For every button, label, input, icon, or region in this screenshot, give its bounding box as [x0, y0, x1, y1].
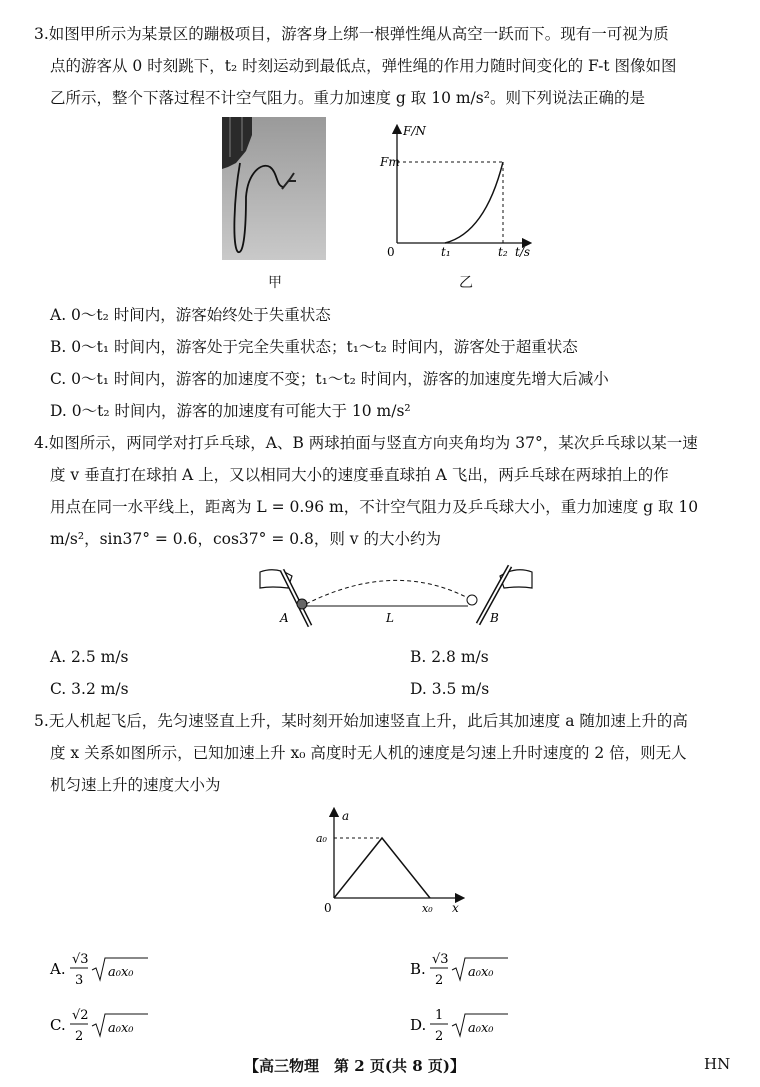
q4-option-b: B. 2.8 m/s — [410, 648, 489, 666]
q4-option-a: A. 2.5 m/s — [50, 648, 129, 666]
q4-option-d: D. 3.5 m/s — [410, 680, 490, 698]
graph-ylabel-a: a — [342, 809, 350, 823]
q3-option-d: D. 0～t₂ 时间内，游客的加速度有可能大于 10 m/s² — [50, 402, 411, 420]
svg-text:a₀x₀: a₀x₀ — [108, 965, 134, 980]
q4-stem-line-4: m/s²，sin37° = 0.6，cos37° = 0.8，则 v 的大小约为 — [50, 530, 441, 548]
page-footer: 【高三物理 第 2 页(共 8 页)】 — [244, 1057, 465, 1075]
q5-stem-line-1: 5.无人机起飞后，先匀速竖直上升，某时刻开始加速竖直上升，此后其加速度 a 随加速上升的高 — [34, 712, 688, 730]
svg-text:2: 2 — [75, 1029, 84, 1044]
svg-text:√3: √3 — [72, 952, 89, 967]
svg-text:a₀x₀: a₀x₀ — [468, 965, 494, 980]
svg-text:C.: C. — [50, 1016, 66, 1034]
q3-option-a: A. 0～t₂ 时间内，游客始终处于失重状态 — [50, 306, 331, 324]
graph-origin-5: 0 — [324, 901, 332, 915]
graph-origin: 0 — [387, 245, 395, 259]
q3-stem-line-2: 点的游客从 0 时刻跳下，t₂ 时刻运动到最低点，弹性绳的作用力随时间变化的 F-t 图像如图 — [50, 57, 677, 75]
svg-text:D.: D. — [410, 1016, 427, 1034]
svg-text:B.: B. — [410, 960, 426, 978]
q5-option-a — [48, 946, 158, 990]
figure-label-a: A — [280, 611, 289, 625]
ping-pong-figure — [258, 562, 534, 634]
graph-tick-t1: t₁ — [441, 245, 451, 259]
q5-option-d — [408, 1002, 518, 1046]
graph-xlabel-time: t/s — [515, 245, 531, 259]
q3-option-b: B. 0～t₁ 时间内，游客处于完全失重状态；t₁～t₂ 时间内，游客处于超重状态 — [50, 338, 578, 356]
figure-label-l: L — [386, 611, 394, 625]
svg-text:A.: A. — [50, 960, 66, 978]
bungee-photo — [222, 117, 326, 260]
svg-text:1: 1 — [435, 1008, 444, 1023]
graph-caption-yi: 乙 — [459, 275, 473, 291]
figure-label-b: B — [490, 611, 499, 625]
force-time-graph — [365, 115, 540, 260]
q3-stem-line-1: 3.如图甲所示为某景区的蹦极项目，游客身上绑一根弹性绳从高空一跃而下。现有一可视为质 — [34, 25, 669, 43]
q3-option-c: C. 0～t₁ 时间内，游客的加速度不变；t₁～t₂ 时间内，游客的加速度先增大后减小 — [50, 370, 609, 388]
q4-option-c: C. 3.2 m/s — [50, 680, 129, 698]
svg-text:2: 2 — [435, 1029, 444, 1044]
photo-caption-jia: 甲 — [268, 275, 282, 291]
q5-stem-line-3: 机匀速上升的速度大小为 — [50, 776, 221, 794]
q4-stem-line-1: 4.如图所示，两同学对打乒乓球，A、B 两球拍面与竖直方向夹角均为 37°，某次乒乓球以某一速 — [34, 434, 698, 452]
graph-ymark-a0: a₀ — [316, 832, 327, 845]
graph-xmark-x0: x₀ — [422, 902, 433, 915]
svg-text:3: 3 — [75, 973, 84, 988]
svg-text:2: 2 — [435, 973, 444, 988]
svg-text:a₀x₀: a₀x₀ — [468, 1021, 494, 1036]
graph-tick-t2: t₂ — [498, 245, 508, 259]
q4-stem-line-3: 用点在同一水平线上，距离为 L = 0.96 m，不计空气阻力及乒乓球大小，重力加速度 g 取 10 — [50, 498, 699, 516]
svg-text:√3: √3 — [432, 952, 449, 967]
region-code: HN — [704, 1055, 731, 1073]
svg-text:√2: √2 — [72, 1008, 89, 1023]
q5-stem-line-2: 度 x 关系如图所示，已知加速上升 x₀ 高度时无人机的速度是匀速上升时速度的 2 倍，则无人 — [50, 744, 687, 762]
graph-ylabel-force: F/N — [403, 124, 426, 138]
acceleration-height-graph — [312, 806, 472, 926]
svg-text:a₀x₀: a₀x₀ — [108, 1021, 134, 1036]
graph-xlabel-x: x — [452, 901, 459, 915]
q3-stem-line-3: 乙所示，整个下落过程不计空气阻力。重力加速度 g 取 10 m/s²。则下列说法正确的是 — [50, 89, 645, 107]
q4-stem-line-2: 度 v 垂直打在球拍 A 上，又以相同大小的速度垂直球拍 A 飞出，两乒乓球在两球拍上的作 — [50, 466, 669, 484]
q5-option-c — [48, 1002, 158, 1046]
graph-ymark-fm: Fm — [380, 155, 400, 169]
q5-option-b — [408, 946, 518, 990]
